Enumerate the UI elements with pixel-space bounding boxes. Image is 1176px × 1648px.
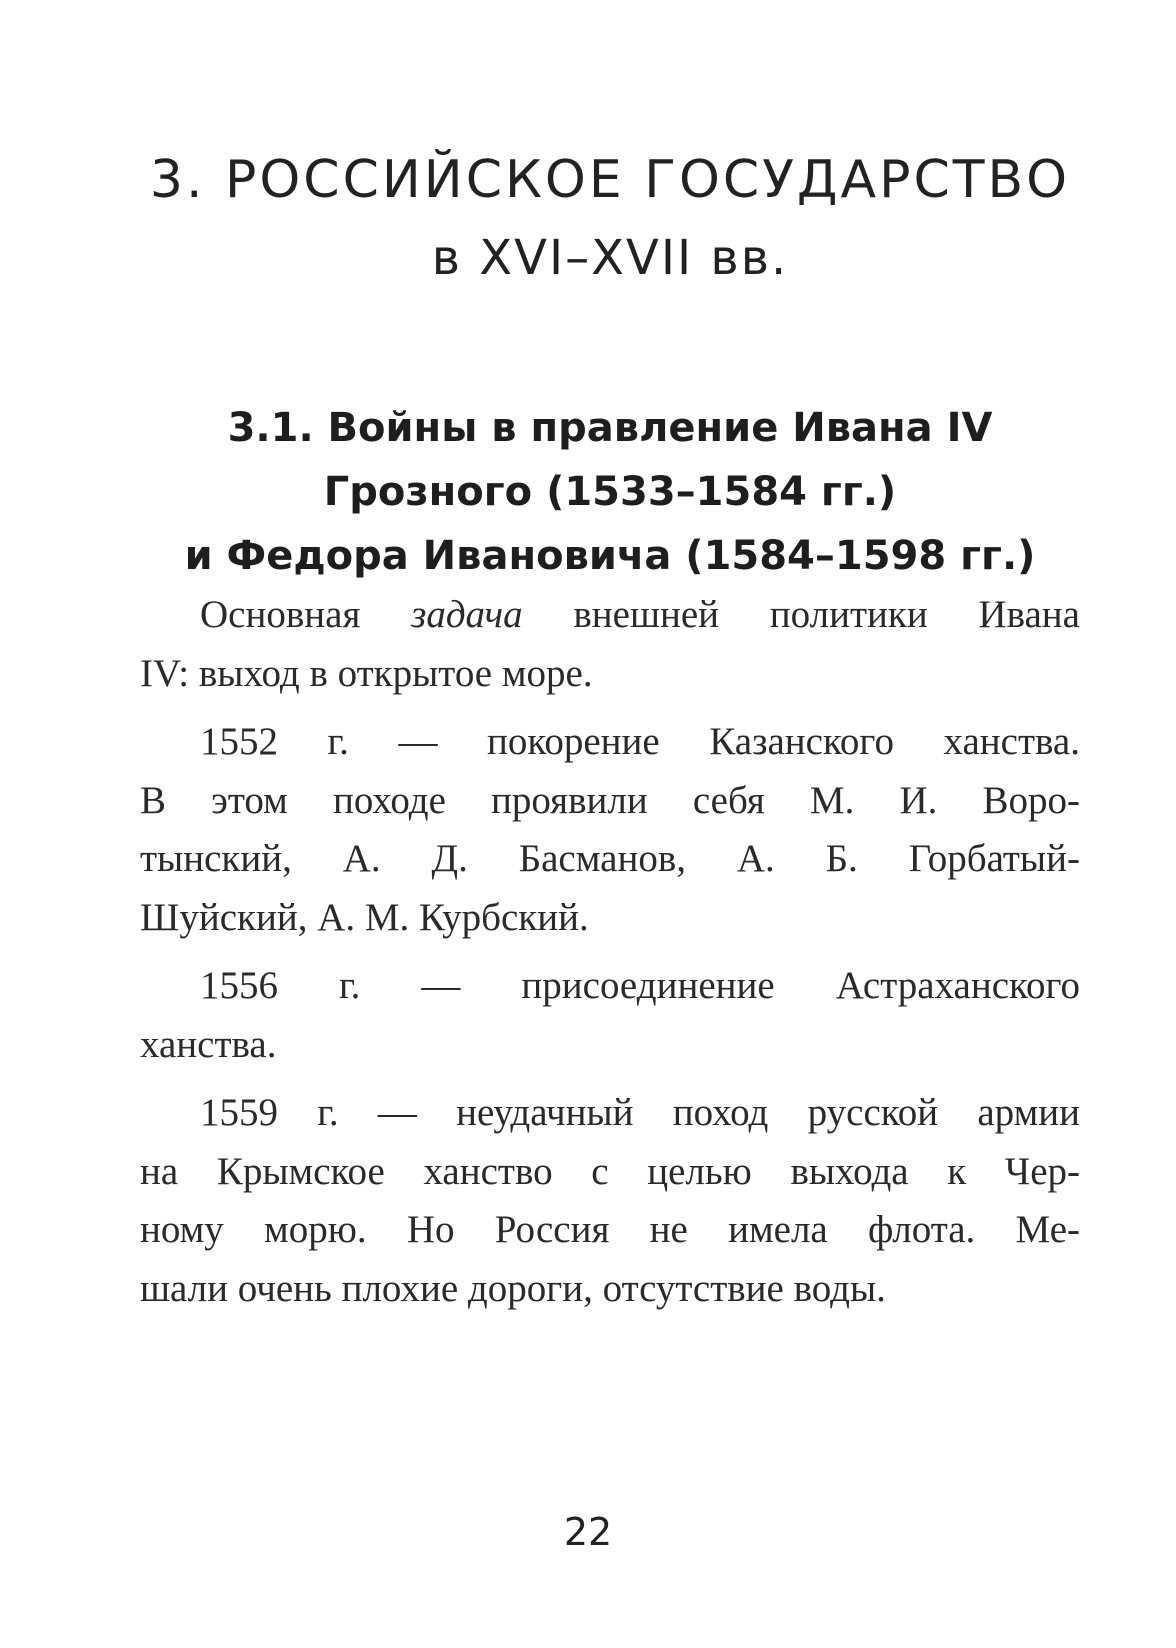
section-title-line-3: и Федора Ивановича (1584–1598 гг.): [184, 533, 1036, 579]
paragraph-1-line-2: IV: выход в открытое море.: [140, 651, 593, 695]
paragraph-1-line-1: Основная задача внешней политики Ивана: [200, 593, 1080, 636]
chapter-subtitle: в XVI–XVII вв.: [431, 230, 789, 286]
paragraph-4-line-1: 1559 г. — неудачный поход русской армии: [200, 1091, 1080, 1134]
paragraph-3-line-1: 1556 г. — присоединение Астраханского: [200, 964, 1080, 1007]
section-title-line-2: Грозного (1533–1584 гг.): [323, 469, 897, 515]
section-title-line-1: 3.1. Войны в правление Ивана IV: [227, 405, 993, 451]
emphasis-zadacha: задача: [411, 593, 523, 636]
paragraph-3-line-2: ханства.: [140, 1022, 277, 1066]
body-text: [140, 586, 1080, 1318]
paragraph-2-line-2: В этом походе проявили себя М. И. Воро-: [140, 778, 1080, 822]
chapter-title: 3. РОССИЙСКОЕ ГОСУДАРСТВО: [149, 150, 1071, 210]
paragraph-2-line-1: 1552 г. — покорение Казанского ханства.: [200, 720, 1080, 763]
paragraph-4-line-2: на Крымское ханство с целью выхода к Чер-: [140, 1149, 1080, 1193]
paragraph-4-line-4: шали очень плохие дороги, отсутствие воды.: [140, 1266, 886, 1310]
page-number: 22: [563, 1510, 613, 1554]
paragraph-2-line-4: Шуйский, А. М. Курбский.: [140, 895, 589, 939]
paragraph-2-line-3: тынский, А. Д. Басманов, А. Б. Горбатый-: [140, 837, 1080, 880]
paragraph-4-line-3: ному морю. Но Россия не имела флота. Ме-: [140, 1208, 1080, 1251]
